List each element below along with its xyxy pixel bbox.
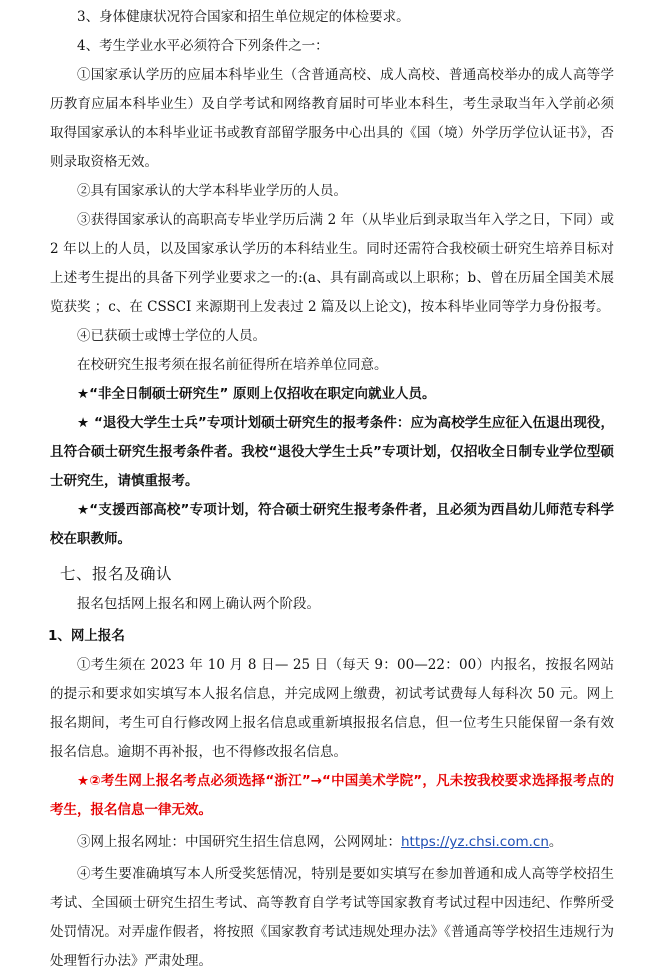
online-item-4: ④考生要准确填写本人所受奖惩情况，特别是要如实填写在参加普通和成人高等学校招生考试、全国硕士研究生招生考试、高等教育自学考试等国家教育考试过程中因违纪、作弊所受处罚情况。对弄虚作假者，将按照《国家教育考试违规处理办法》《普通高等学校招生违规行为处理暂行办法》严肃处理。 <box>50 866 614 969</box>
online-item-3 <box>0 828 658 857</box>
star-note-parttime: ★“非全日制硕士研究生” 原则上仅招收在职定向就业人员。 <box>77 386 436 402</box>
star-note-western: ★“支援西部高校”专项计划，符合硕士研究生报考条件者，且必须为西昌幼儿师范专科学校在职教师。 <box>50 502 614 547</box>
paragraph-condition-4: ④已获硕士或博士学位的人员。 <box>77 328 266 344</box>
paragraph-health: 3、身体健康状况符合国家和招生单位规定的体检要求。 <box>77 9 410 25</box>
online-item-3-suffix: 。 <box>548 834 563 850</box>
paragraph-incampus: 在校研究生报考须在报名前征得所在培养单位同意。 <box>77 357 388 373</box>
paragraph-condition-3: ③获得国家承认的高职高专毕业学历后满 2 年（从毕业后到录取当年入学之日，下同）或 2 年以上的人员，以及国家承认学历的本科结业生。同时还需符合我校硕士研究生培养目标对上述考生提出的具备下列学业要求之一的:(a、具有副高或以上职称；b、曾在历届全国美术展览获奖 ；c、在 CSSCI 来源期刊上发表过 2 篇及以上论文)，按本科毕业同等学力身份报考。 <box>50 212 614 315</box>
star-note-veteran: ★ “退役大学生士兵”专项计划硕士研究生的报考条件：应为高校学生应征入伍退出现役，且符合硕士研究生报考条件者。我校“退役大学生士兵”专项计划，仅招收全日制专业学位型硕士研究生，请慎重报考。 <box>50 415 614 489</box>
section-title: 七、报名及确认 <box>60 565 173 583</box>
paragraph-condition-2: ②具有国家承认的大学本科毕业学历的人员。 <box>77 183 347 199</box>
chsi-link[interactable]: https://yz.chsi.com.cn <box>401 834 549 850</box>
section-intro: 报名包括网上报名和网上确认两个阶段。 <box>77 596 320 612</box>
online-item-3-prefix: ③网上报名网址：中国研究生招生信息网，公网网址： <box>77 834 401 850</box>
paragraph-academic-intro: 4、考生学业水平必须符合下列条件之一： <box>77 38 329 54</box>
online-item-1: ①考生须在 2023 年 10 月 8 日— 25 日（每天 9：00—22：00）内报名，按报名网站的提示和要求如实填写本人报名信息，并完成网上缴费，初试考试费每人每科次 50 元。网上报名期间，考生可自行修改网上报名信息或重新填报报名信息，但一位考生只能保留一条有效报名信息。逾期不再补报，也不得修改报名信息。 <box>50 657 614 760</box>
paragraph-condition-1: ①国家承认学历的应届本科毕业生（含普通高校、成人高校、普通高校举办的成人高等学历教育应届本科毕业生）及自学考试和网络教育届时可毕业本科生，考生录取当年入学前必须取得国家承认的本科毕业证书或教育部留学服务中心出具的《国（境）外学历学位认证书》，否则录取资格无效。 <box>50 67 614 170</box>
online-item-2-warning: ★②考生网上报名考点必须选择“浙江”→“中国美术学院”，凡未按我校要求选择报考点的考生，报名信息一律无效。 <box>50 773 614 818</box>
subsection-title: 1、网上报名 <box>48 628 125 644</box>
